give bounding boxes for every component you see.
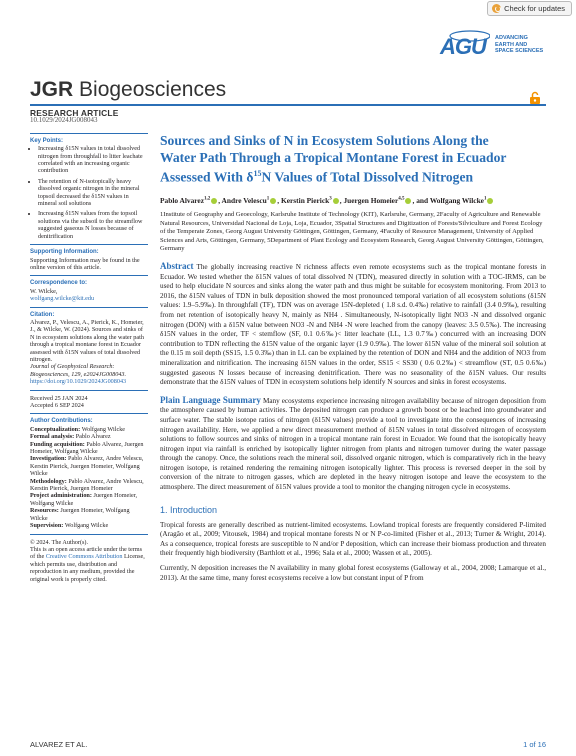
supporting-info-text: Supporting Information may be found in the online version of this article. bbox=[30, 256, 140, 271]
contribution-role: Resources: bbox=[30, 507, 61, 515]
license-text-2: License, which permits use, distribution and reproduction in any medium, provided the original work is properly cited. bbox=[30, 553, 145, 583]
contribution-names: Wolfgang Wilcke bbox=[64, 522, 109, 530]
check-for-updates-label: Check for updates bbox=[504, 4, 565, 13]
author-affil-sup: 1,2 bbox=[204, 196, 211, 202]
left-sidebar bbox=[30, 110, 148, 583]
correspondence-name: W. Wilcke, bbox=[30, 287, 58, 295]
accepted-date: Accepted 6 SEP 2024 bbox=[30, 402, 84, 409]
key-point: • Increasing δ15N values in total dissolved nitrogen from throughfall to litter leachate correlated with an increasing organic contribution bbox=[38, 145, 148, 175]
citation-doi-link[interactable]: https://doi.org/10.1029/2024JG008043 bbox=[30, 378, 127, 386]
orcid-icon[interactable] bbox=[487, 198, 493, 204]
contribution-role: Methodology: bbox=[30, 477, 69, 485]
citation-journal: Journal of Geophysical Research: Biogeosciences, 129, e2024JG008043. bbox=[30, 363, 127, 378]
contribution-role: Investigation: bbox=[30, 455, 68, 463]
author-sep: , bbox=[277, 196, 281, 206]
author-name: Juergen Homeier bbox=[343, 196, 399, 206]
tagline-line-1: ADVANCING bbox=[495, 35, 528, 41]
correspondence-email-link[interactable]: wolfgang.wilcke@kit.edu bbox=[30, 295, 95, 303]
contribution-names: Juergen Homeier, Wolfgang Wilcke bbox=[30, 507, 130, 522]
title-sup: 15 bbox=[253, 169, 262, 178]
title-line-3a: Assessed With δ bbox=[160, 169, 254, 185]
contribution-item bbox=[30, 441, 148, 456]
contribution-item bbox=[30, 455, 148, 477]
tagline-line-2: EARTH AND bbox=[495, 41, 528, 48]
orcid-icon[interactable] bbox=[211, 198, 217, 204]
license-text bbox=[30, 546, 148, 583]
intro-paragraph-1: Tropical forests are generally described as nutrient-limited ecosystems. Lowland tropical forests are frequently considered P-limited (Aragão et al., 2009; Vitousek, 1984) and tropical montane forests N or N P-co-limited (Fisher et al., 2013; Turner & Wright, 2014). As a consequence, tropical forests are susceptible to N and/or P deposition, which can increase their biomass production and threaten their frequently high biodiversity (Barthlott et al., 1996; Sala et al., 2000; Wassen et al., 2005). bbox=[160, 520, 546, 558]
doi: 10.1029/2024JG008043 bbox=[30, 116, 98, 125]
author-affil-sup: 3 bbox=[329, 196, 332, 202]
citation-text: Alvarez, P., Velescu, A., Pierick, K., Homeier, J., & Wilcke, W. (2024). Sources and sinks of N in ecosystem solutions along the water path through a tropical montane forest in Ecuador assessed with δ15N values of total dissolved nitrogen. bbox=[30, 318, 144, 363]
orcid-icon[interactable] bbox=[405, 198, 411, 204]
copyright-line: © 2024. The Author(s). bbox=[30, 538, 89, 546]
footer-page-number: 1 of 16 bbox=[523, 740, 546, 749]
supporting-info-label: Supporting Information: bbox=[30, 249, 99, 256]
article-type: RESEARCH ARTICLE bbox=[30, 108, 119, 118]
contribution-role: Formal analysis: bbox=[30, 433, 76, 441]
title-line-1: Sources and Sinks of N in Ecosystem Solutions Along the bbox=[160, 133, 489, 148]
correspondence-label: Correspondence to: bbox=[30, 280, 88, 287]
author-sep: , bbox=[339, 196, 344, 206]
contribution-item bbox=[30, 433, 148, 440]
contribution-item bbox=[30, 426, 148, 433]
contribution-item bbox=[30, 492, 148, 507]
journal-title-bold: JGR bbox=[30, 78, 74, 101]
author-contributions-list bbox=[30, 426, 148, 530]
abstract-label: Abstract bbox=[160, 261, 194, 271]
title-line-3 bbox=[160, 166, 546, 186]
contribution-names: Pablo Alvarez, Andre Velescu, Kerstin Pierick, Juergen Homeier bbox=[30, 477, 144, 493]
author-sep: , bbox=[218, 196, 222, 206]
plain-language-summary bbox=[160, 396, 546, 493]
contribution-names: Pablo Alvarez, Andre Velescu, Kerstin Pierick, Juergen Homeier, Wolfgang Wilcke bbox=[30, 455, 144, 478]
author-affil-sup: 1 bbox=[483, 196, 487, 202]
orcid-icon[interactable] bbox=[270, 198, 276, 204]
footer-authors: ALVAREZ ET AL. bbox=[30, 740, 88, 749]
contribution-names: Juergen Homeier, Wolfgang Wilcke bbox=[30, 492, 138, 507]
author-list bbox=[160, 196, 546, 205]
author-affil-sup: 1 bbox=[266, 196, 270, 202]
contribution-item bbox=[30, 507, 148, 522]
creative-commons-link[interactable]: Creative Commons Attribution bbox=[45, 553, 123, 561]
open-access-lock-icon bbox=[528, 91, 542, 105]
refresh-icon bbox=[492, 4, 501, 13]
key-points-list bbox=[30, 145, 148, 240]
author-name: Pablo Alvarez bbox=[160, 196, 204, 206]
key-point: • Increasing δ15N values from the topsoil solutions via the subsoil to the streamflow suggested gaseous N losses because of denitrification bbox=[38, 210, 148, 240]
contribution-names: Wolfgang Wilcke bbox=[81, 425, 126, 433]
contribution-role: Conceptualization: bbox=[30, 425, 82, 433]
contribution-role: Funding acquisition: bbox=[30, 440, 87, 448]
contribution-names: Pablo Alvarez bbox=[75, 433, 111, 441]
contribution-role: Supervision: bbox=[30, 522, 65, 530]
agu-letters: AGU bbox=[440, 34, 486, 59]
citation-label: Citation: bbox=[30, 311, 55, 318]
tagline-line-3: SPACE SCIENCES bbox=[495, 48, 544, 55]
orcid-icon[interactable] bbox=[333, 198, 339, 204]
abstract bbox=[160, 262, 546, 388]
key-points-label: Key Points: bbox=[30, 137, 64, 144]
pls-label: Plain Language Summary bbox=[160, 394, 261, 405]
author-contributions-label: Author Contributions: bbox=[30, 418, 93, 425]
contribution-names: Pablo Alvarez, Juergen Homeier, Wolfgang Wilcke bbox=[30, 440, 144, 456]
top-bar bbox=[0, 0, 576, 18]
title-line-2: Water Path Through a Tropical Montane Forest in Ecuador bbox=[160, 149, 507, 165]
introduction-heading: 1. Introduction bbox=[160, 504, 218, 515]
key-point: • The retention of N-isotopically heavy dissolved organic nitrogen in the mineral topsoil decreased the δ15N values in mineral soil solutions bbox=[38, 178, 148, 208]
affiliations: 1Institute of Geography and Geoecology, Karlsruhe Institute of Technology (KIT), Karlsruhe, Germany, 2Faculty of Agriculture and Renewable Natural Resources, Universidad Nacional de Loja, Loja, Ecuador, 3Spatial Structures and Digitization of Forests/Silviculture and Forest Ecology of the Temperate Zones, Georg August University Göttingen, Göttingen, Germany, 4Faculty of Resource Management, University of Applied Sciences and Arts, Göttingen, Germany, 5Department of Plant Ecology and Ecosystem Research, Georg August University Göttingen, Göttingen, Germany bbox=[160, 211, 544, 253]
journal-title-rest: Biogeosciences bbox=[79, 78, 227, 101]
contribution-item bbox=[30, 522, 148, 529]
author-affil-sup: 4,5 bbox=[398, 196, 405, 202]
journal-title bbox=[30, 78, 226, 102]
author-name: Kerstin Pierick bbox=[281, 196, 330, 206]
author-name: Andre Velescu bbox=[221, 196, 267, 206]
agu-tagline bbox=[495, 35, 543, 55]
received-date: Received 25 JAN 2024 bbox=[30, 394, 88, 402]
pls-text: Many ecosystems experience increasing nitrogen availability because of nitrogen deposition from the atmosphere caused by human activities. The deposited nitrogen can produce a growth boost or be leached into groundwater and surface water. The stable isotope ratios of nitrogen (δ15N values) provide a tool to investigate into the consequences of increasing nitrogen availability. Here, we applied a new direct measurement method of δ15N values in total dissolved nitrogen of ecosystem solutions to follow sources and sinks of nitrogen in a tropical montane rain forest in Ecuador. We found that the isotopically heavy nitrogen input via rainfall is enriched by isotopically lighter nitrogen from plants and nitrogen turnover during the water passage through the canopy. Once, the solutions reach the mineral soil, dissolved organic nitrogen, which is comparatively rich in the heavy nitrogen isotope, is retained rendering the remaining nitrogen isotopically lighter. This process is reversed deeper in the soil by conversion of the nitrate to nitrogen gasses, which are depleted in the heavy nitrogen isotope and leave the ecosystem to the atmosphere. The direct measurement of δ15N values provide a tool to monitor the changing nitrogen cycle in ecosystems. bbox=[160, 396, 547, 492]
agu-logo bbox=[440, 28, 560, 68]
contribution-role: Project administration: bbox=[30, 492, 94, 500]
author-sep: , bbox=[412, 196, 417, 206]
check-for-updates-button[interactable] bbox=[487, 1, 572, 16]
title-line-3b: N Values of Total Dissolved Nitrogen bbox=[261, 169, 474, 185]
main-column bbox=[160, 133, 546, 583]
article-title bbox=[160, 133, 546, 186]
contribution-item bbox=[30, 478, 148, 493]
license-text-1: This is an open access article under the terms of the bbox=[30, 545, 143, 561]
header-rule bbox=[30, 104, 546, 106]
abstract-text: The globally increasing reactive N richness affects even remote ecosystems such as the tropical montane forests in Ecuador. We tested whether the δ15N values of total dissolved N (TDN), measured directly in solution with a TOC-IRMS, can be used to help elucidate N sources and sinks along the water path and thus might be suitable for ecosystem monitoring. From 2013 to 2016, the δ15N values of TDN in bulk deposition showed the most pronounced temporal variation of all ecosystem solutions (δ15N values: 1.9–5.9‰). In throughfall (TF), TDN was on average 15N-depleted ( 1.8 s.d. 0.4‰) relative to rainfall (3.4 0.9‰), resulting from net retention of isotopically heavy N, mainly as NH4 . Simultaneously, N-isotopically light NO3 -N and dissolved organic nitrogen (DON) with a δ15N value between NO3 -N and NH4 -N were leached from the canopy (leaves: 3.5 0.5‰). The increasing δ15N values in the order, TF < stemflow (SF, 0.1 0.6‰)< litter leachate (LL, 1.3 0.7‰) concurred with an increasing DON contribution to TDN reflecting the δ15N value of the organic layer (1.9 0.9‰). The lower δ15N value of the mineral soil solution at the 0.15 m soil depth (SS15, 1.5 0.3‰) than in LL can be explained by the retention of DON and NH4 and the addition of NO3 from mineralization and nitrification. The increasing δ15N values in the order, SS15 < SS30 ( 0.6 0.2‰) < streamflow (ST, 0.5 0.6‰) suggested gaseous N losses because of increasing denitrification. There was no seasonality of the δ15N values. Our results demonstrate that the δ15N values of TDN in ecosystem solutions help identify N sources and sinks in forest ecosystems. bbox=[160, 263, 546, 387]
author-name: and Wolfgang Wilcke bbox=[416, 196, 484, 206]
intro-paragraph-2: Currently, N deposition increases the N availability in many global forest ecosystems (Galloway et al., 2004, 2008; Lamarque et al., 2013). At the same time, many forest ecosystems receive a low but constant input of P from bbox=[160, 564, 546, 582]
